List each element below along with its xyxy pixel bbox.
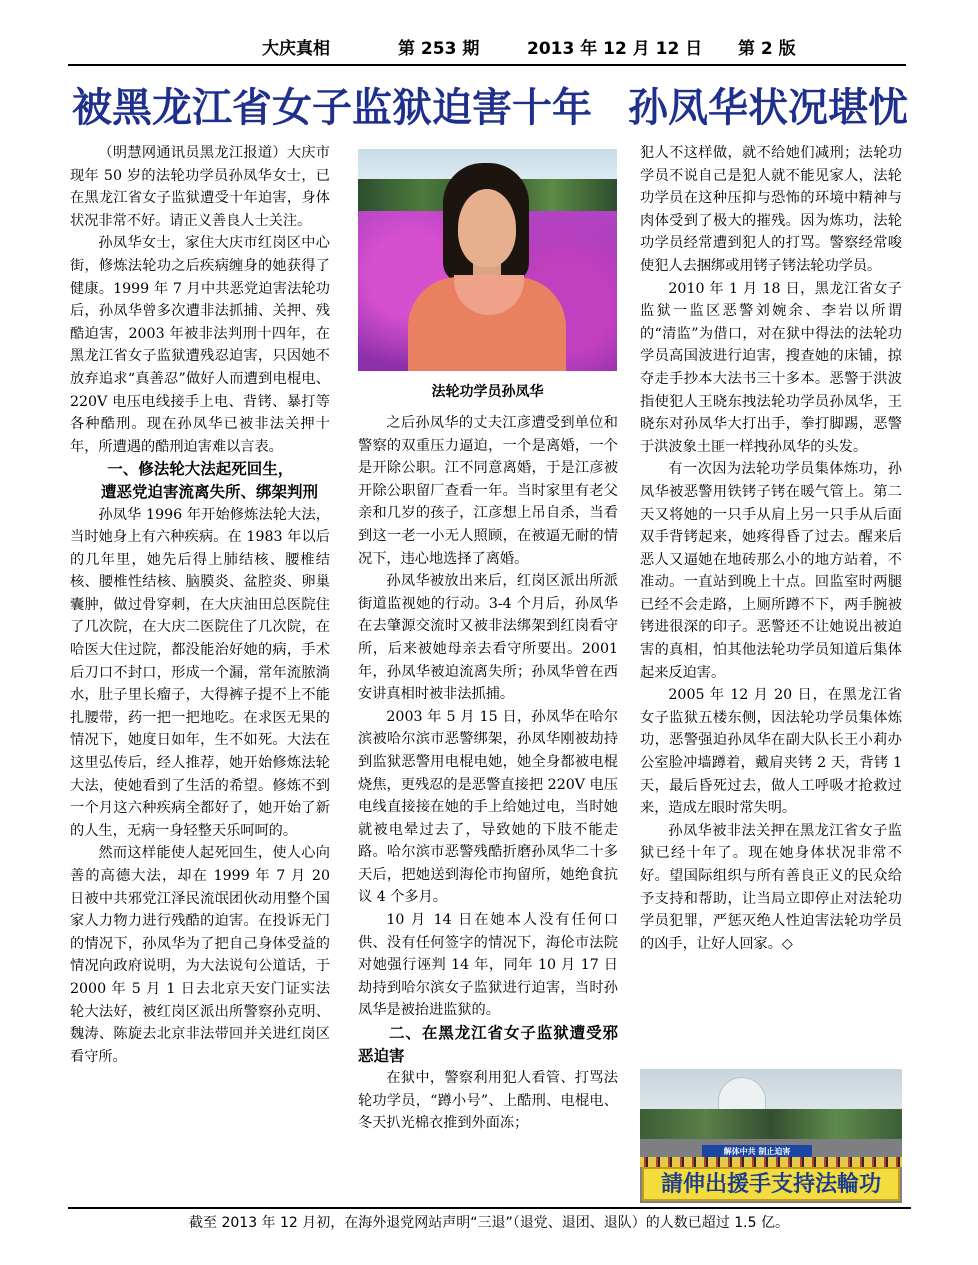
headline-part-2: 孙凤华状况堪忧 (628, 84, 908, 131)
paragraph: 有一次因为法轮功学员集体炼功，孙凤华被恶警用铁铐子铐在暖气管上。第二天又将她的一只手从肩上另一只手从后面双手背铐起来，她疼得昏了过去。醒来后恶人又逼她在地砖那么小的地方站着，不准动。一直站到晚上十点。回监室时两腿已经不会走路，上厕所蹲不下，两手腕被铐进很深的印子。恶警还不让她说出被迫害的真相，怕其他法轮功学员知道后集体起来反迫害。 (640, 461, 902, 681)
paragraph: 然而这样能使人起死回生，使人心向善的高德大法，却在 1999 年 7 月 20 日被中共邪党江泽民流氓团伙动用整个国家人力物力进行残酷的迫害。在投诉无门的情况下，孙凤华为了把自己身体受益的情况向政府说明，为大法说句公道话，于 2000 年 5 月 1 日去北京天安门证实法轮大法好，被红岗区派出所警察孙克明、魏涛、陈旋去北京非法带回并关进红岗区看守所。 (70, 845, 330, 1065)
paragraph: 犯人不这样做，就不给她们减刑；法轮功学员不说自己是犯人就不能见家人，法轮功学员在这种压抑与恐怖的环境中精神与肉体受到了极大的摧残。因为炼功，法轮功学员经常遭到犯人的打骂。警察经常唆使犯人去捆绑或用铐子铐法轮功学员。 (640, 145, 902, 274)
column-2 (358, 412, 618, 1135)
article-headline (60, 76, 920, 132)
paragraph: 孙凤华被放出来后，红岗区派出所派街道监视她的行动。3-4 个月后，孙凤华在去肇源交流时又被非法绑架到红岗看守所，后来被她母亲去看守所要出。2001 年，孙凤华被迫流离失所；孙凤华曾在西安讲真相时被非法抓捕。 (358, 573, 618, 703)
section-heading-1b: 遭恶党迫害流离失所、绑架判刑 (101, 482, 319, 501)
parade-small-banner: 解体中共 制止迫害 (702, 1145, 812, 1159)
bottom-divider (68, 1207, 911, 1209)
portrait-photo (358, 149, 617, 371)
issue-number: 第 253 期 (398, 39, 480, 59)
paragraph: 在狱中，警察利用犯人看管、打骂法轮功学员，“蹲小号”、上酷刑、电棍电、冬天扒光棉衣推到外面冻； (358, 1070, 618, 1132)
column-3 (640, 142, 902, 955)
paragraph: 孙凤华女士，家住大庆市红岗区中心街，修炼法轮功之后疾病缠身的她获得了健康。1999 年 7 月中共恶党迫害法轮功后，孙凤华曾多次遭非法抓捕、关押、残酷迫害，2003 年被非法判刑十四年，在黑龙江省女子监狱遭残忍迫害，只因她不放弃追求“真善忍”做好人而遭到电棍电、220V 电压电线接手上电、背铐、暴打等各种酷刑。现在孙凤华已被非法关押十年，所遭遇的酷刑迫害难以言表。 (70, 235, 330, 455)
column-1 (70, 142, 330, 1068)
issue-date: 2013 年 12 月 12 日 (527, 39, 703, 59)
paragraph: 孙凤华 1996 年开始修炼法轮大法，当时她身上有六种疾病。在 1983 年以后的几年里，她先后得上肺结核、腰椎结核、腰椎性结核、脑膜炎、盆腔炎、卵巢囊肿，做过骨穿刺，在大庆油田总医院住了几次院，在大庆二医院住了几次院，在哈医大住过院，都没能治好她的病，手术后刀口不封口，形成一个漏，常年流脓淌水，肚子里长瘤子，大得裤子提不上不能扎腰带，药一把一把地吃。在求医无果的情况下，她度日如年，生不如死。大法在这里弘传后，经人推荐，她开始修炼法轮大法，使她看到了生活的希望。修炼不到一个月这六种疾病全都好了，她开始了新的人生，无病一身轻整天乐呵呵的。 (70, 506, 330, 839)
paragraph: （明慧网通讯员黑龙江报道）大庆市现年 50 岁的法轮功学员孙凤华女士，已在黑龙江省女子监狱遭受十年迫害，身体状况非常不好。请正义善良人士关注。 (70, 145, 330, 229)
page-number: 第 2 版 (738, 39, 796, 59)
top-divider (68, 64, 906, 66)
headline-part-1: 被黑龙江省女子监狱迫害十年 (72, 84, 592, 131)
paragraph: 10 月 14 日在她本人没有任何口供、没有任何签字的情况下，海伦市法院对她强行诬判 14 年，同年 10 月 17 日劫持到哈尔滨女子监狱进行迫害，当时孙凤华是被抬进监狱的。 (358, 912, 618, 1019)
paragraph: 之后孙凤华的丈夫江彦遭受到单位和警察的双重压力逼迫，一个是离婚，一个是开除公职。江不同意离婚，于是江彦被开除公职留厂查看一年。当时家里有老父亲和几岁的孩子，江彦想上吊自杀，当看到这一老一小无人照顾，在被逼无耐的情况下，违心地选择了离婚。 (358, 415, 618, 567)
paragraph: 2005 年 12 月 20 日，在黑龙江省女子监狱五楼东侧，因法轮功学员集体炼功，恶警强迫孙凤华在副大队长王小莉办公室脸冲墙蹲着，戴肩夹铐 2 天，背铐 1 天，最后昏死过去，做人工呼吸才抢救过来，造成左眼时常失明。 (640, 687, 902, 817)
section-heading-1a: 一、修法轮大法起死回生， (107, 460, 294, 479)
photo-caption: 法轮功学员孙凤华 (431, 384, 544, 400)
paragraph: 孙凤华被非法关押在黑龙江省女子监狱已经十年了。现在她身体状况非常不好。望国际组织与所有善良正义的民众给予支持和帮助，让当局立即停止对法轮功学员犯罪，严惩灭绝人性迫害法轮功学员的凶手，让好人回家。◇ (640, 822, 902, 952)
parade-photo (640, 1069, 902, 1203)
newspaper-name: 大庆真相 (262, 39, 330, 59)
paragraph: 2003 年 5 月 15 日，孙凤华在哈尔滨被哈尔滨市恶警绑架，孙凤华刚被劫持到监狱恶警用电棍电她，她全身都被电棍烧焦，更残忍的是恶警直接把 220V 电压电线直接接在她的手上给她过电，当时她就被电晕过去了，导致她的下肢不能走路。哈尔滨市恶警残酷折磨孙凤华二十多天后，把她送到海伦市拘留所，她绝食抗议 4 个多月。 (358, 708, 618, 906)
paragraph: 2010 年 1 月 18 日，黑龙江省女子监狱一监区恶警刘婉余、李岩以所谓的“清监”为借口，对在狱中得法的法轮功学员高国波进行迫害，搜查她的床铺，掠夺走手抄本大法书三十多本。恶警于洪波指使犯人王晓东拽法轮功学员孙凤华，王晓东对孙凤华大打出手，拳打脚踢，恶警于洪波象土匪一样拽孙凤华的头发。 (640, 280, 902, 455)
masthead (0, 30, 978, 60)
section-heading-2: 二、在黑龙江省女子监狱遭受邪恶迫害 (358, 1024, 618, 1065)
footer-notice: 截至 2013 年 12 月初，在海外退党网站声明“三退”（退党、退团、退队）的人数已超过 1.5 亿。 (189, 1215, 789, 1231)
parade-big-banner: 請伸出援手支持法輪功 (642, 1167, 900, 1201)
